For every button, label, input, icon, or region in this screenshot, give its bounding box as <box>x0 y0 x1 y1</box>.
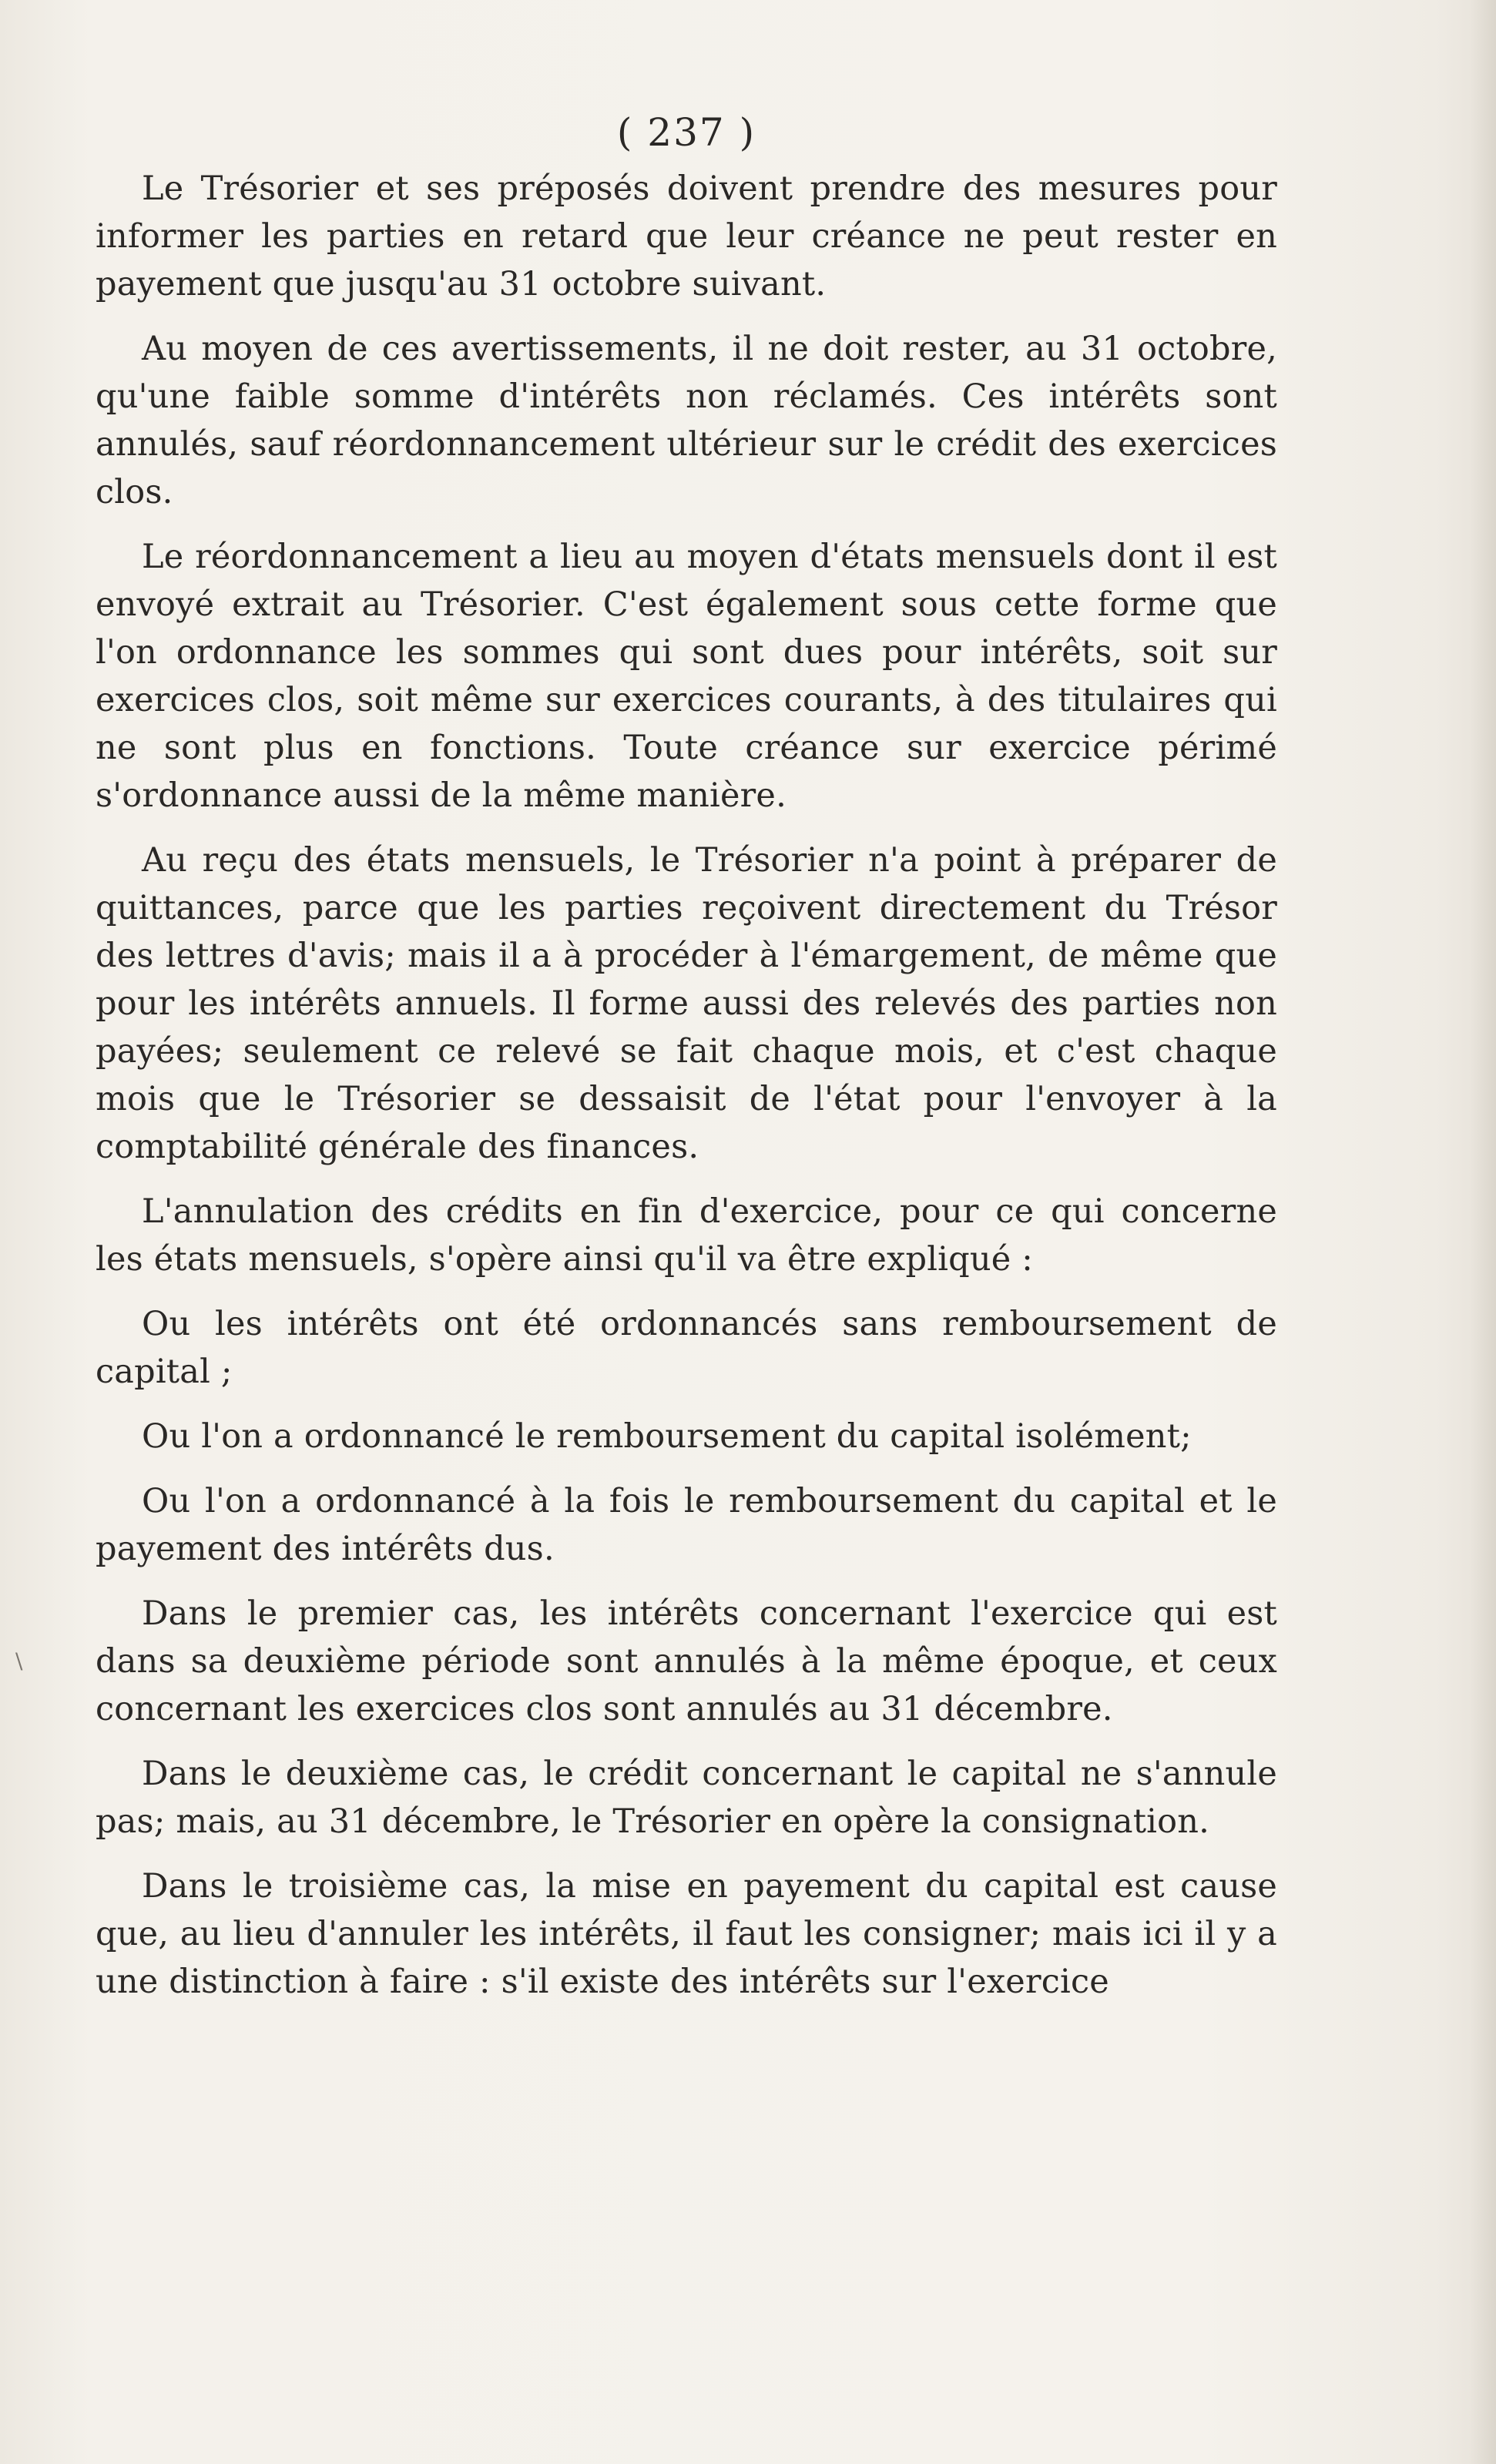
paragraph: Dans le deuxième cas, le crédit concernant le capital ne s'annule pas; mais, au 31 décembre, le Trésorier en opère la consignation. <box>96 1755 1277 1841</box>
page-number: ( 237 ) <box>616 110 756 155</box>
paragraph: L'annulation des crédits en fin d'exercice, pour ce qui concerne les états mensuels, s'opère ainsi qu'il va être expliqué : <box>96 1192 1277 1279</box>
paragraph: Au moyen de ces avertissements, il ne doit rester, au 31 octobre, qu'une faible somme d'intérêts non réclamés. Ces intérêts sont annulés, sauf réordonnancement ultérieur sur le crédit des exercices clos. <box>96 330 1277 511</box>
paragraph: Ou l'on a ordonnancé le remboursement du capital isolément; <box>142 1417 1192 1456</box>
page-text <box>96 108 1277 2023</box>
marginal-mark: \ <box>15 1648 23 1674</box>
paragraph: Au reçu des états mensuels, le Trésorier n'a point à préparer de quittances, parce que les parties reçoivent directement du Trésor des lettres d'avis; mais il a à procéder à l'émargement, de même que pour les intérêts annuels. Il forme aussi des relevés des parties non payées; seulement ce relevé se fait chaque mois, et c'est chaque mois que le Trésorier se dessaisit de l'état pour l'envoyer à la comptabilité générale des finances. <box>96 841 1277 1166</box>
paragraph: Dans le troisième cas, la mise en payement du capital est cause que, au lieu d'annuler les intérêts, il faut les consigner; mais ici il y a une distinction à faire : s'il existe des intérêts sur l'exercice <box>96 1867 1277 2001</box>
paragraph: Ou l'on a ordonnancé à la fois le remboursement du capital et le payement des intérêts dus. <box>96 1482 1277 1568</box>
page-edge-shadow <box>1470 0 1496 2464</box>
paragraph: Dans le premier cas, les intérêts concernant l'exercice qui est dans sa deuxième période sont annulés à la même époque, et ceux concernant les exercices clos sont annulés au 31 décembre. <box>96 1594 1277 1728</box>
paragraph: Ou les intérêts ont été ordonnancés sans remboursement de capital ; <box>96 1305 1277 1391</box>
paragraph: Le Trésorier et ses préposés doivent prendre des mesures pour informer les parties en retard que leur créance ne peut rester en payement que jusqu'au 31 octobre suivant. <box>96 169 1277 303</box>
paragraph: Le réordonnancement a lieu au moyen d'états mensuels dont il est envoyé extrait au Trésorier. C'est également sous cette forme que l'on ordonnance les sommes qui sont dues pour intérêts, soit sur exercices clos, soit même sur exercices courants, à des titulaires qui ne sont plus en fonctions. Toute créance sur exercice périmé s'ordonnance aussi de la même manière. <box>96 538 1277 815</box>
